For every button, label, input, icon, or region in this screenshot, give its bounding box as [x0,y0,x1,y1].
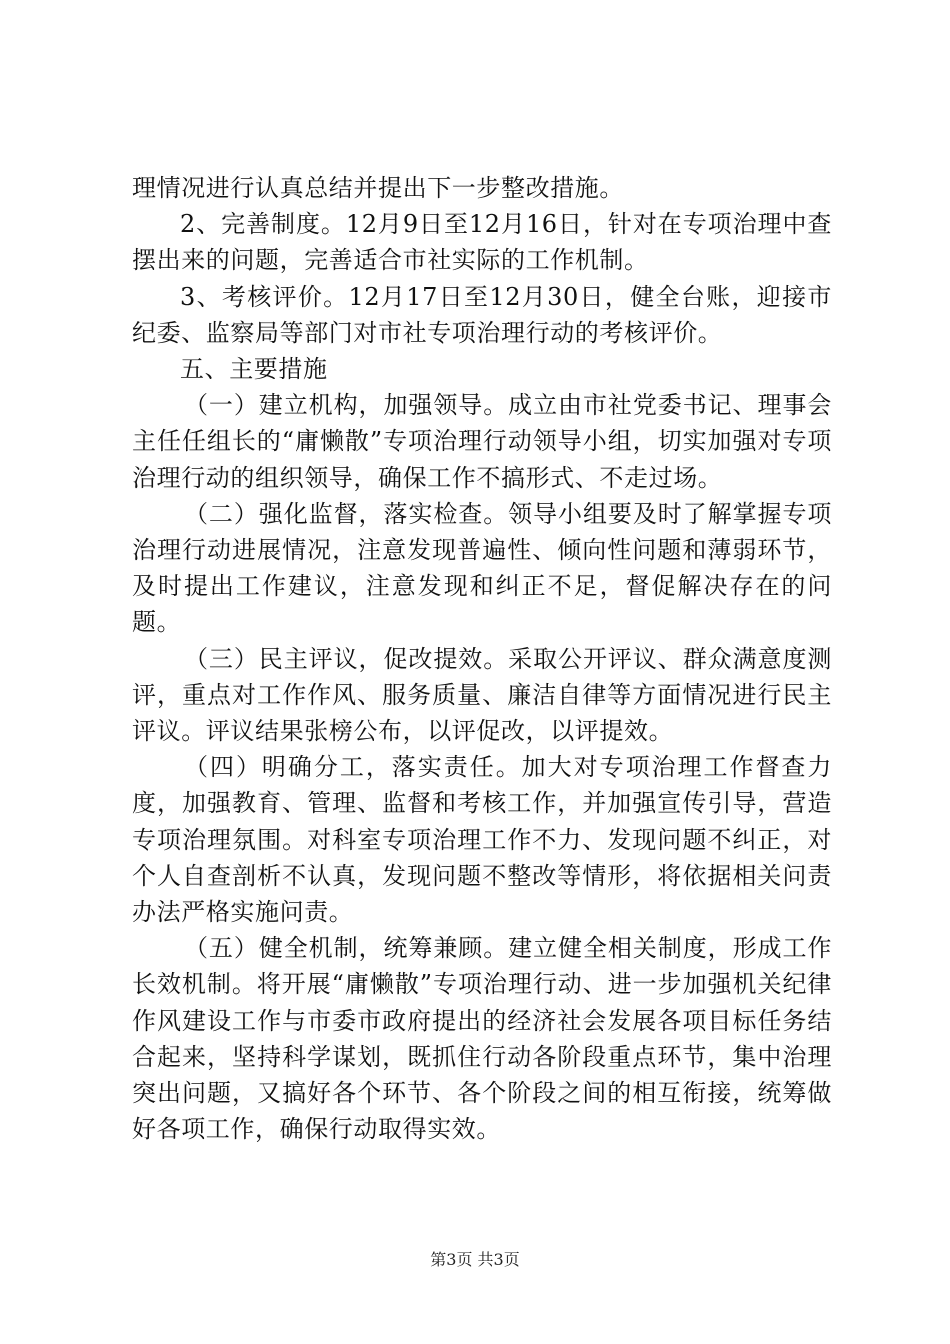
paragraph-assessment: 3、考核评价。12月17日至12月30日，健全台账，迎接市纪委、监察局等部门对市社专项治理行动的考核评价。 [132,282,832,347]
paragraph-measure-2: （二）强化监督，落实检查。领导小组要及时了解掌握专项治理行动进展情况，注意发现普遍性、倾向性问题和薄弱环节，及时提出工作建议，注意发现和纠正不足，督促解决存在的问题。 [132,499,832,637]
paragraph-measure-1: （一）建立机构，加强领导。成立由市社党委书记、理事会主任任组长的“庸懒散”专项治理行动领导小组，切实加强对专项治理行动的组织领导，确保工作不搞形式、不走过场。 [132,391,832,492]
paragraph-continuation: 理情况进行认真总结并提出下一步整改措施。 [132,174,624,202]
paragraph-measure-3: （三）民主评议，促改提效。采取公开评议、群众满意度测评，重点对工作作风、服务质量、廉洁自律等方面情况进行民主评议。评议结果张榜公布，以评促改，以评提效。 [132,644,832,746]
paragraph-measure-4: （四）明确分工，落实责任。加大对专项治理工作督查力度，加强教育、管理、监督和考核工作，并加强宣传引导，营造专项治理氛围。对科室专项治理工作不力、发现问题不纠正，对个人自查剖析不认真，发现问题不整改等情形，将依据相关问责办法严格实施问责。 [132,753,832,927]
document-body [132,170,832,1147]
paragraph-measure-5: （五）健全机制，统筹兼顾。建立健全相关制度，形成工作长效机制。将开展“庸懒散”专项治理行动、进一步加强机关纪律作风建设工作与市委市政府提出的经济社会发展各项目标任务结合起来，坚持科学谋划，既抓住行动各阶段重点环节，集中治理突出问题，又搞好各个环节、各个阶段之间的相互衔接，统筹做好各项工作，确保行动取得实效。 [132,934,832,1144]
section-heading-main-measures: 五、主要措施 [180,355,328,384]
paragraph-improve-system: 2、完善制度。12月9日至12月16日，针对在专项治理中查摆出来的问题，完善适合市社实际的工作机制。 [132,210,832,275]
page-number-footer: 第3页 共3页 [430,1250,520,1269]
